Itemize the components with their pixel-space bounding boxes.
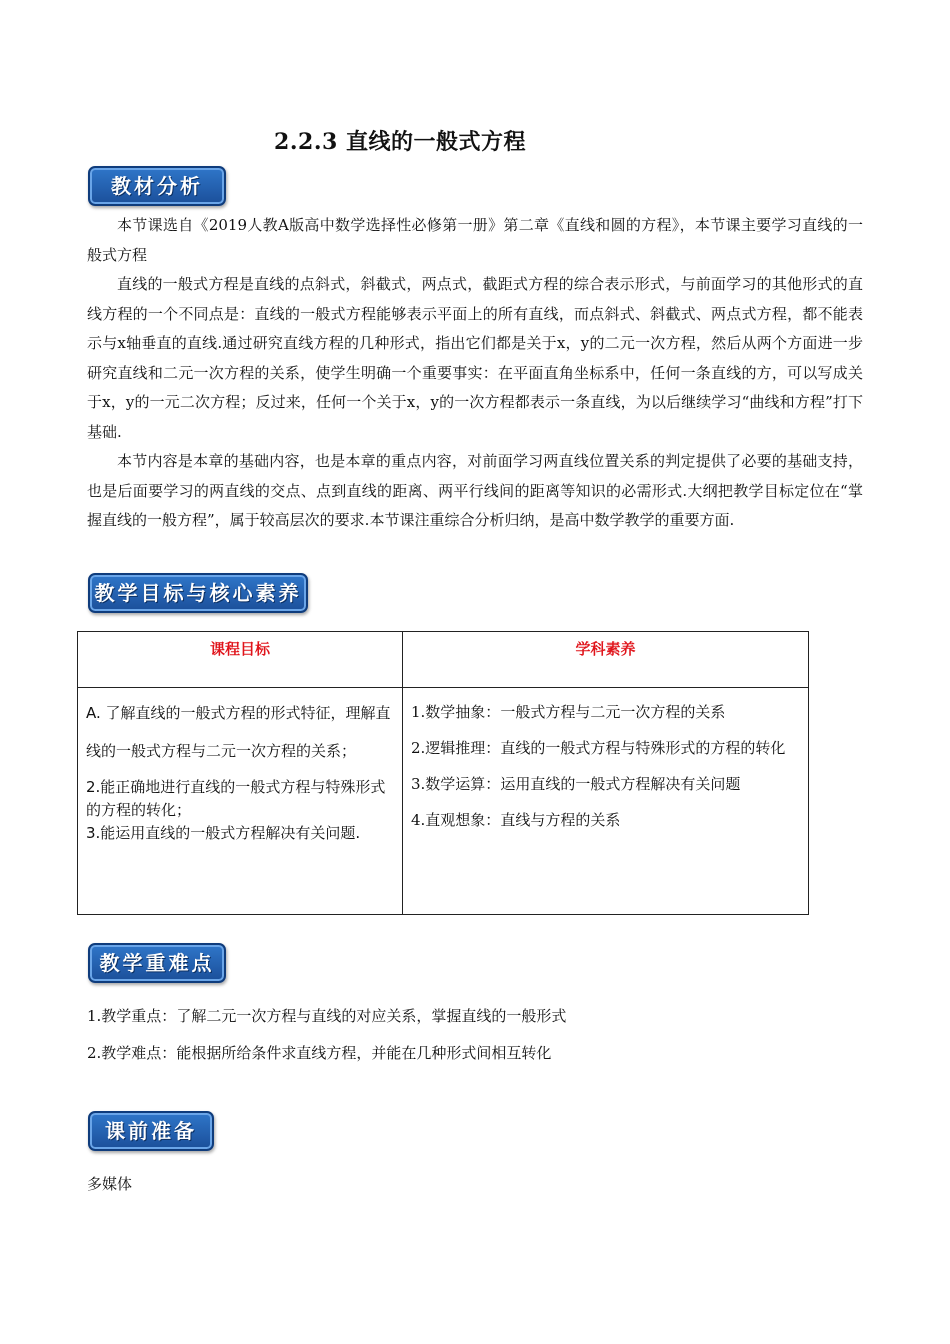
key-point-label: 1.教学重点： <box>87 1007 177 1025</box>
preparation-text: 多媒体 <box>87 1175 133 1193</box>
section-badge-textbook-analysis: 教材分析 <box>88 166 226 206</box>
goal-item: A. 了解直线的一般式方程的形式特征，理解直线的一般式方程与二元一次方程的关系； <box>86 704 391 760</box>
objectives-table <box>77 631 809 915</box>
page-title: 2.2.3 直线的一般式方程 <box>274 129 526 155</box>
literacy-text: 直线的一般式方程与特殊形式的方程的转化 <box>500 739 786 757</box>
literacy-item <box>411 802 802 838</box>
paragraph-general-form: 直线的一般式方程是直线的点斜式，斜截式，两点式，截距式方程的综合表示形式，与前面学习的其他形式的直线方程的一个不同点是：直线的一般式方程能够表示平面上的所有直线，而点斜式、斜截式、两点式方程，都不能表示与x轴垂直的直线.通过研究直线方程的几种形式，指出它们都是关于x，y的二元一次方程，然后从两个方面进一步研究直线和二元一次方程的关系，使学生明确一个重要事实：在平面直角坐标系中，任何一条直线的方，可以写成关于x，y的一元二次方程；反过来，任何一个关于x，y的一次方程都表示一条直线，为以后继续学习“曲线和方程”打下基础. <box>87 275 863 441</box>
difficult-point-label: 2.教学难点： <box>87 1044 177 1062</box>
difficult-point-text: 能根据所给条件求直线方程，并能在几种形式间相互转化 <box>176 1044 552 1062</box>
literacy-label: 1.数学抽象： <box>411 703 501 721</box>
section-badge-objectives: 教学目标与核心素养 <box>88 573 308 613</box>
paragraph-intro: 本节课选自《2019人教A版高中数学选择性必修第一册》第二章《直线和圆的方程》，本节课主要学习直线的一般式方程 <box>87 216 863 264</box>
literacy-label: 2.逻辑推理： <box>411 739 501 757</box>
literacy-label: 3.数学运算： <box>411 775 501 793</box>
goal-item: 3.能运用直线的一般式方程解决有关问题. <box>86 824 361 842</box>
difficult-point-line <box>87 1042 551 1063</box>
section-badge-preparation: 课前准备 <box>88 1111 214 1151</box>
header-core-literacy: 学科素养 <box>403 632 809 688</box>
course-goals-cell <box>78 688 403 915</box>
literacy-text: 一般式方程与二元一次方程的关系 <box>500 703 726 721</box>
core-literacy-cell <box>403 688 809 915</box>
key-point-line <box>87 1005 566 1026</box>
section-badge-key-difficult-points: 教学重难点 <box>88 943 226 983</box>
literacy-item <box>411 730 802 766</box>
literacy-item <box>411 766 802 802</box>
goal-item: 2.能正确地进行直线的一般式方程与特殊形式的方程的转化； <box>86 778 386 819</box>
literacy-label: 4.直观想象： <box>411 811 501 829</box>
paragraph-importance: 本节内容是本章的基础内容，也是本章的重点内容，对前面学习两直线位置关系的判定提供了必要的基础支持，也是后面要学习的两直线的交点、点到直线的距离、两平行线间的距离等知识的必需形式.大纲把教学目标定位在“掌握直线的一般方程”，属于较高层次的要求.本节课注重综合分析归纳，是高中数学教学的重要方面. <box>87 452 863 529</box>
key-point-text: 了解二元一次方程与直线的对应关系，掌握直线的一般形式 <box>176 1007 567 1025</box>
literacy-item <box>411 694 802 730</box>
literacy-text: 运用直线的一般式方程解决有关问题 <box>500 775 741 793</box>
header-course-goals: 课程目标 <box>78 632 403 688</box>
literacy-text: 直线与方程的关系 <box>500 811 621 829</box>
